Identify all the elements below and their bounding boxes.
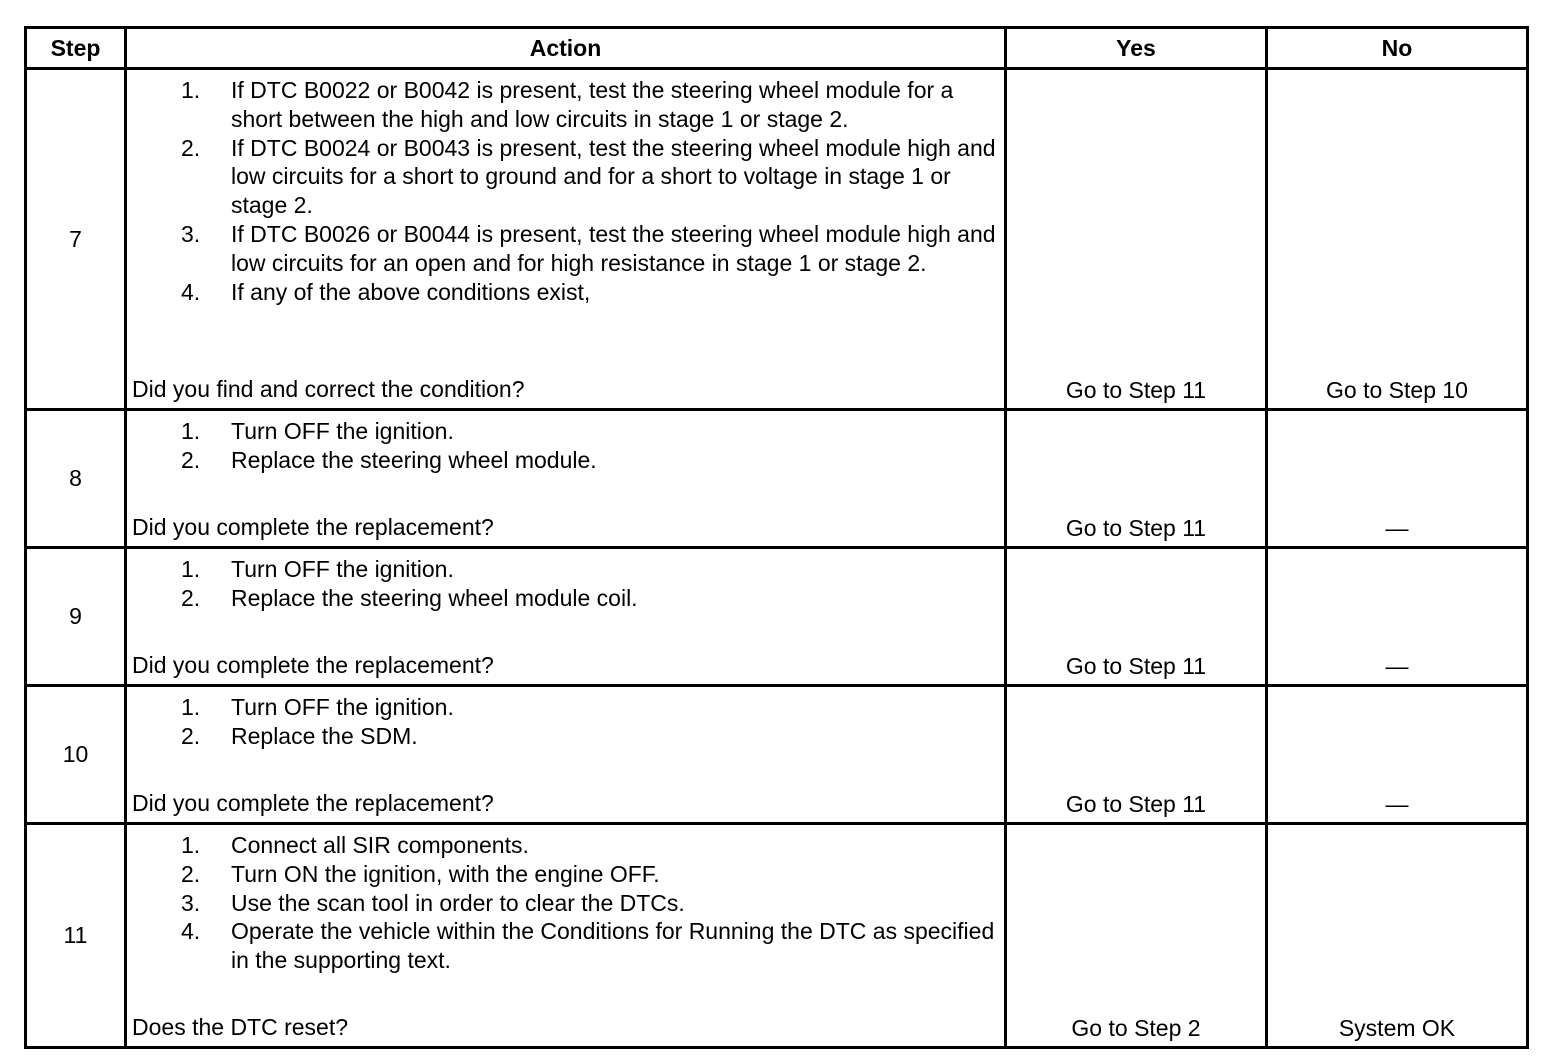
step-number: 8	[26, 410, 126, 548]
item-text: Operate the vehicle within the Conditions for Running the DTC as specified in the supporting text.	[231, 918, 995, 974]
item-text: Replace the steering wheel module.	[231, 446, 597, 473]
list-item	[127, 831, 1004, 860]
item-number: 1.	[181, 832, 201, 858]
item-text: Replace the steering wheel module coil.	[231, 584, 638, 611]
no-answer: System OK	[1338, 1015, 1456, 1041]
action-list	[127, 687, 1004, 751]
item-number: 4.	[181, 918, 201, 945]
item-number: 2.	[181, 134, 201, 161]
item-text: Replace the SDM.	[231, 722, 418, 749]
action-cell	[126, 824, 1006, 1048]
no-answer: Go to Step 10	[1326, 377, 1468, 403]
header-yes: Yes	[1006, 28, 1267, 69]
item-text: Turn OFF the ignition.	[231, 418, 454, 444]
action-cell	[126, 686, 1006, 824]
no-cell	[1267, 69, 1528, 410]
item-text: Turn OFF the ignition.	[231, 694, 454, 720]
list-item	[127, 860, 1004, 889]
yes-answer: Go to Step 11	[1065, 515, 1207, 541]
no-cell	[1267, 548, 1528, 686]
list-item	[127, 584, 1004, 613]
list-item	[127, 134, 1004, 220]
item-text: If DTC B0022 or B0042 is present, test the steering wheel module for a short between the high and low circuits in stage 1 or stage 2.	[231, 77, 954, 132]
action-cell	[126, 548, 1006, 686]
no-cell	[1267, 410, 1528, 548]
item-text: If DTC B0024 or B0043 is present, test the steering wheel module high and low circuits for a short to ground and for a short to voltage in stage 1 or stage 2.	[231, 134, 996, 219]
action-list	[127, 411, 1004, 475]
no-answer: —	[1385, 791, 1409, 817]
action-list	[127, 825, 1004, 975]
no-answer: —	[1385, 653, 1409, 679]
question-text: Did you find and correct the condition?	[132, 376, 525, 403]
yes-answer: Go to Step 11	[1065, 653, 1207, 679]
no-cell	[1267, 824, 1528, 1048]
item-number: 1.	[181, 418, 201, 444]
action-cell	[126, 410, 1006, 548]
yes-cell	[1006, 824, 1267, 1048]
table-row-step-10	[26, 686, 1528, 824]
list-item	[127, 889, 1004, 918]
item-number: 3.	[181, 220, 201, 247]
question-text: Did you complete the replacement?	[132, 514, 494, 541]
yes-answer: Go to Step 11	[1065, 377, 1207, 403]
question-text: Does the DTC reset?	[132, 1014, 349, 1041]
no-cell	[1267, 686, 1528, 824]
item-number: 1.	[181, 556, 201, 582]
list-item	[127, 446, 1004, 475]
item-number: 3.	[181, 889, 201, 916]
list-item	[127, 693, 1004, 722]
table-row-step-8	[26, 410, 1528, 548]
header-row	[26, 28, 1528, 69]
item-text: Connect all SIR components.	[231, 832, 529, 858]
table-row-step-7	[26, 69, 1528, 410]
header-no: No	[1267, 28, 1528, 69]
action-list	[127, 70, 1004, 306]
item-number: 1.	[181, 77, 201, 103]
list-item	[127, 722, 1004, 751]
yes-answer: Go to Step 11	[1065, 791, 1207, 817]
list-item	[127, 76, 1004, 134]
yes-cell	[1006, 548, 1267, 686]
item-number: 2.	[181, 584, 201, 611]
item-number: 2.	[181, 446, 201, 473]
item-text: If DTC B0026 or B0044 is present, test the steering wheel module high and low circuits for an open and for high resistance in stage 1 or stage 2.	[231, 220, 996, 276]
step-number: 7	[26, 69, 126, 410]
list-item	[127, 555, 1004, 584]
item-number: 1.	[181, 694, 201, 720]
item-text: Turn ON the ignition, with the engine OFF.	[231, 860, 660, 887]
yes-cell	[1006, 410, 1267, 548]
question-text: Did you complete the replacement?	[132, 790, 494, 817]
table-row-step-9	[26, 548, 1528, 686]
item-number: 2.	[181, 722, 201, 749]
yes-answer: Go to Step 2	[1071, 1015, 1201, 1041]
step-number: 10	[26, 686, 126, 824]
item-number: 4.	[181, 278, 201, 305]
yes-cell	[1006, 686, 1267, 824]
list-item	[127, 417, 1004, 446]
list-item	[127, 220, 1004, 278]
question-text: Did you complete the replacement?	[132, 652, 494, 679]
action-list	[127, 549, 1004, 613]
item-text: Turn OFF the ignition.	[231, 556, 454, 582]
no-answer: —	[1385, 515, 1409, 541]
list-item	[127, 917, 1004, 975]
header-action: Action	[126, 28, 1006, 69]
diagnostic-table	[24, 26, 1529, 1049]
step-number: 11	[26, 824, 126, 1048]
step-number: 9	[26, 548, 126, 686]
list-item	[127, 278, 1004, 307]
item-text: Use the scan tool in order to clear the DTCs.	[231, 889, 685, 916]
table-row-step-11	[26, 824, 1528, 1048]
action-cell	[126, 69, 1006, 410]
item-number: 2.	[181, 860, 201, 887]
header-step: Step	[26, 28, 126, 69]
item-text: If any of the above conditions exist,	[231, 278, 591, 305]
yes-cell	[1006, 69, 1267, 410]
